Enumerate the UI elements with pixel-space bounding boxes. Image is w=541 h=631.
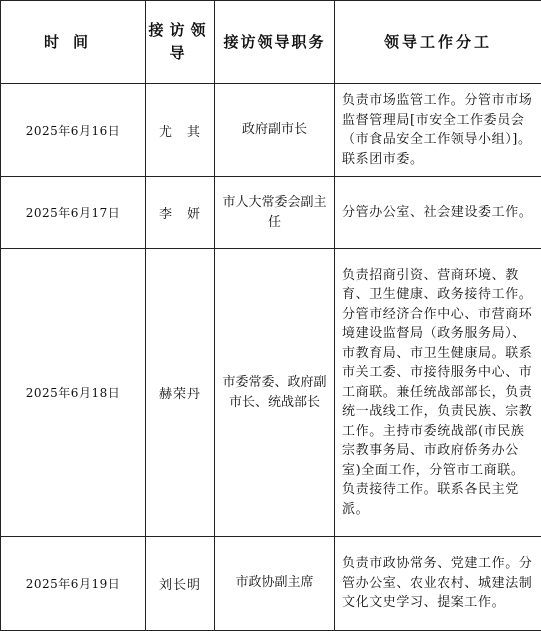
row-date: 2025年6月17日 — [1, 177, 146, 249]
header-position: 接访领导职务 — [215, 1, 335, 84]
row-position: 市委常委、政府副市长、统战部长 — [215, 249, 335, 537]
row-date: 2025年6月19日 — [1, 536, 146, 630]
row-duties: 负责招商引资、营商环境、教育、卫生健康、政务接待工作。分管市经济合作中心、市营商环境建设监督局（政务服务局）、市教育局、市卫生健康局。联系市关工委、市接待服务中心、市工商联。兼任统战部部长，负责统一战线工作，负责民族、宗教工作。主持市委统战部(市民族宗教事务局、市政府侨务办公室)全面工作，分管市工商联。负责接待工作。联系各民主党派。 — [335, 249, 541, 537]
row-leader-name: 尤 其 — [146, 84, 215, 177]
table-row — [1, 249, 541, 537]
row-duties: 负责市政协常务、党建工作。分管办公室、农业农村、城建法制文化文史学习、提案工作。 — [335, 536, 541, 630]
header-leader: 接访领导 — [146, 1, 215, 84]
header-duties: 领导工作分工 — [335, 1, 541, 84]
row-position: 市政协副主席 — [215, 536, 335, 630]
header-row — [1, 1, 541, 84]
row-leader-name: 刘长明 — [146, 536, 215, 630]
row-position: 政府副市长 — [215, 84, 335, 177]
row-date: 2025年6月18日 — [1, 249, 146, 537]
row-duties: 负责市场监管工作。分管市市场监督管理局[市安全工作委员会（市食品安全工作领导小组）]。联系团市委。 — [335, 84, 541, 177]
row-leader-name: 赫荣丹 — [146, 249, 215, 537]
row-leader-name: 李 妍 — [146, 177, 215, 249]
table-row — [1, 84, 541, 177]
table-row — [1, 177, 541, 249]
header-time: 时间 — [1, 1, 146, 84]
table-row — [1, 536, 541, 630]
row-duties: 分管办公室、社会建设委工作。 — [335, 177, 541, 249]
row-date: 2025年6月16日 — [1, 84, 146, 177]
row-position: 市人大常委会副主任 — [215, 177, 335, 249]
